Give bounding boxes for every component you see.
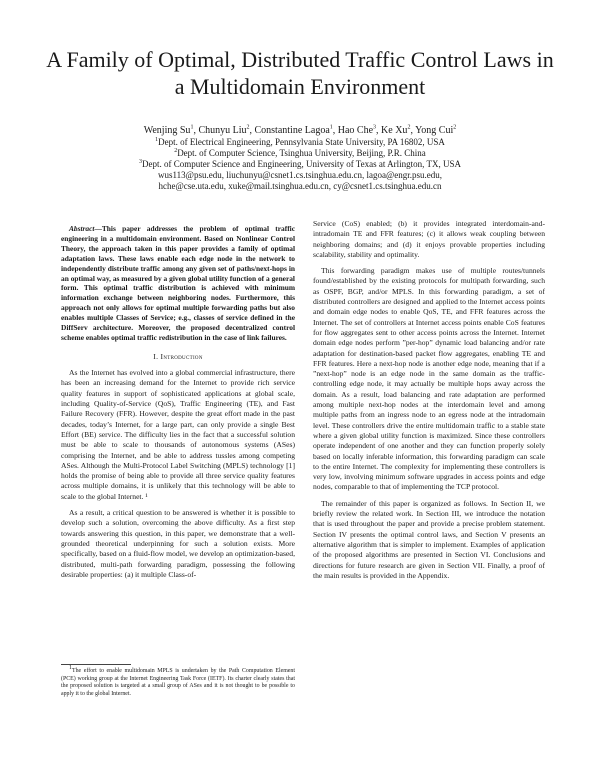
affiliation-list	[40, 137, 560, 170]
author-affiliation-mark: 1	[190, 124, 194, 131]
body-paragraph-continued: Service (CoS) enabled; (b) it provides integrated interdomain-and-intradomain TE and FFR features; (c) it allows weak coupling between neighboring domains; and (d) it enjoys provable properties including scalability, stability and optimality.	[313, 219, 545, 259]
author-name: Chunyu Liu	[198, 125, 247, 136]
affiliation-text: Dept. of Computer Science and Engineering, University of Texas at Arlington, TX, USA	[142, 159, 461, 169]
author-affiliation-mark: 3	[373, 124, 377, 131]
author-affiliation-mark: 2	[407, 124, 411, 131]
affiliation-mark: 2	[174, 148, 178, 154]
intro-paragraph-2: As a result, a critical question to be answered is whether it is possible to develop such a solution, overcoming the above difficulty. As a first step towards answering this question, in this paper, we demonstrate that a well-grounded theoretical underpinning for such a solution exists. More specifically, based on a fluid-flow model, we develop an optimization-based, distributed, multi-path forwarding paradigm, possessing the following desirable properties: (a) it multiple Class-of-	[61, 508, 295, 579]
abstract-label: Abstract	[69, 224, 95, 233]
author-affiliation-mark: 2	[453, 124, 457, 131]
email-line-1: wus113@psu.edu, liuchunyu@csnet1.cs.tsinghua.edu.cn, lagoa@engr.psu.edu,	[158, 170, 442, 180]
author-block	[40, 124, 560, 192]
affiliation-text: Dept. of Computer Science, Tsinghua University, Beijing, P.R. China	[177, 148, 426, 158]
paper-title: A Family of Optimal, Distributed Traffic Control Laws in a Multidomain Environment	[46, 47, 554, 99]
affiliation-mark: 1	[155, 137, 159, 143]
footnote-text: The effort to enable multidomain MPLS is undertaken by the Path Computation Element (PCE) working group at the Internet Engineering Task Force (IETF). Its charter clearly states that the proposed solution is targeted at a small group of ASes and it is not thought to be possible to apply it to the global Internet.	[61, 668, 295, 697]
author-name: Ke Xu	[381, 125, 408, 136]
footnote	[61, 665, 295, 698]
affiliation-line	[40, 148, 560, 159]
affiliation-line	[40, 159, 560, 170]
author-affiliation-mark: 1	[329, 124, 333, 131]
right-column	[313, 219, 545, 587]
section-heading-introduction: I. Introduction	[153, 351, 203, 361]
abstract	[61, 224, 295, 343]
author-name: Hao Che	[337, 125, 374, 136]
affiliation-line	[40, 137, 560, 148]
author-name: Yong Cui	[415, 125, 454, 136]
footnote-mark: 1	[69, 665, 72, 672]
email-line-2: hche@cse.uta.edu, xuke@mail.tsinghua.edu.cn, cy@csnet1.cs.tsinghua.edu.cn	[158, 181, 442, 191]
abstract-text: —This paper addresses the problem of optimal traffic engineering in a multidomain environment. Based on Nonlinear Control Theory, the approach taken in this paper provides a family of optimal adaptation laws. These laws enable each edge node in the network to independently distribute traffic among any given set of paths/next-hops in an optimal way, as measured by a given global utility function of a general form. This optimal traffic distribution is achieved with minimum information exchange between neighboring nodes. Furthermore, this approach not only allows for optimal multiple forwarding paths but also enables multiple Classes of Service; e.g., classes of service defined in the DiffServ architecture. Moreover, the proposed decentralized control scheme enables optimal traffic redistribution in the case of link failures.	[61, 224, 295, 342]
affiliation-text: Dept. of Electrical Engineering, Pennsylvania State University, PA 16802, USA	[158, 137, 445, 147]
author-name: Wenjing Su	[143, 125, 191, 136]
left-column	[61, 224, 295, 586]
affiliation-mark: 3	[139, 159, 142, 165]
author-name: Constantine Lagoa	[254, 125, 330, 136]
body-paragraph-organization: The remainder of this paper is organized as follows. In Section II, we briefly review the related work. In Section III, we introduce the notation that is used throughout the paper and provide a precise problem statement. Section IV presents the optimal control laws, and Section V presents an alternative algorithm that is simpler to implement. Examples of application of the proposed algorithms are presented in Section VI. Conclusions and directions for future research are given in Section VII. Finally, a proof of the main results is provided in the Appendix.	[313, 498, 545, 580]
intro-paragraph-1: As the Internet has evolved into a global commercial infrastructure, there has been an increasing demand for the Internet to provide rich service quality features in support of sophisticated applications at global scale, including Quality-of-Service (QoS), Traffic Engineering (TE), and Fast Failure Recovery (FFR). However, despite the great effort made in the past decades, today’s Internet, for a large part, can only provide a single Best Effort (BE) service. The difficulty lies in the fact that a successful solution must be able to scale to thousands of autonomous systems (ASes) comprising the Internet, and be able to address tussles among competing ASes. Although the Multi-Protocol Label Switching (MPLS) technology [1] holds the promise of being able to provide all three service quality features across multiple domains, it is unlikely that this technology will be able to scale to the global Internet. ¹	[61, 368, 295, 501]
body-paragraph-forwarding: This forwarding paradigm makes use of multiple routes/tunnels found/established by the existing protocols for multipath forwarding, such as OSPF, BGP, and/or MPLS. In this forwarding paradigm, a set of distributed controllers are designed and applied to the Internet access points and domain edge nodes to enable QoS, TE, and FFR features across the Internet. The set of controllers at Internet access points enable CoS features for flow aggregates sent to other access points across the Internet. Internet domain edge nodes perform ”per-hop” dynamic load balancing and/or rate adaptation for destination-based packet flow aggregates, enabling TE and FFR features. Here a next-hop node is another edge node, meaning that if a ”next-hop” node is an edge node in the same domain as the traffic-controlling edge node, it may actually be multiple hops away across the domain. As a result, load balancing and rate adaptation are performed among multiple next-hop nodes at the interdomain level and among multiple paths from an ingress node to an egress node at the intradomain level. These controllers drive the entire multidomain traffic to a stable state where a given global utility function is maximized. Since these controllers operate independent of one another and they can function properly solely based on locally inferable information, this forwarding paradigm can scale to the entire Internet. The complexity for implementing these controllers is very low, involving minimum software upgrades in access points and edge nodes, comparable to that of implementing the TCP protocol.	[313, 266, 545, 492]
author-affiliation-mark: 2	[246, 124, 250, 131]
author-names: Wenjing Su$^1$, Chunyu Liu$^2$, Constantine Lagoa$^1$, Hao Che$^3$, Ke Xu$^2$, Yong Cui$^2$	[143, 124, 457, 136]
